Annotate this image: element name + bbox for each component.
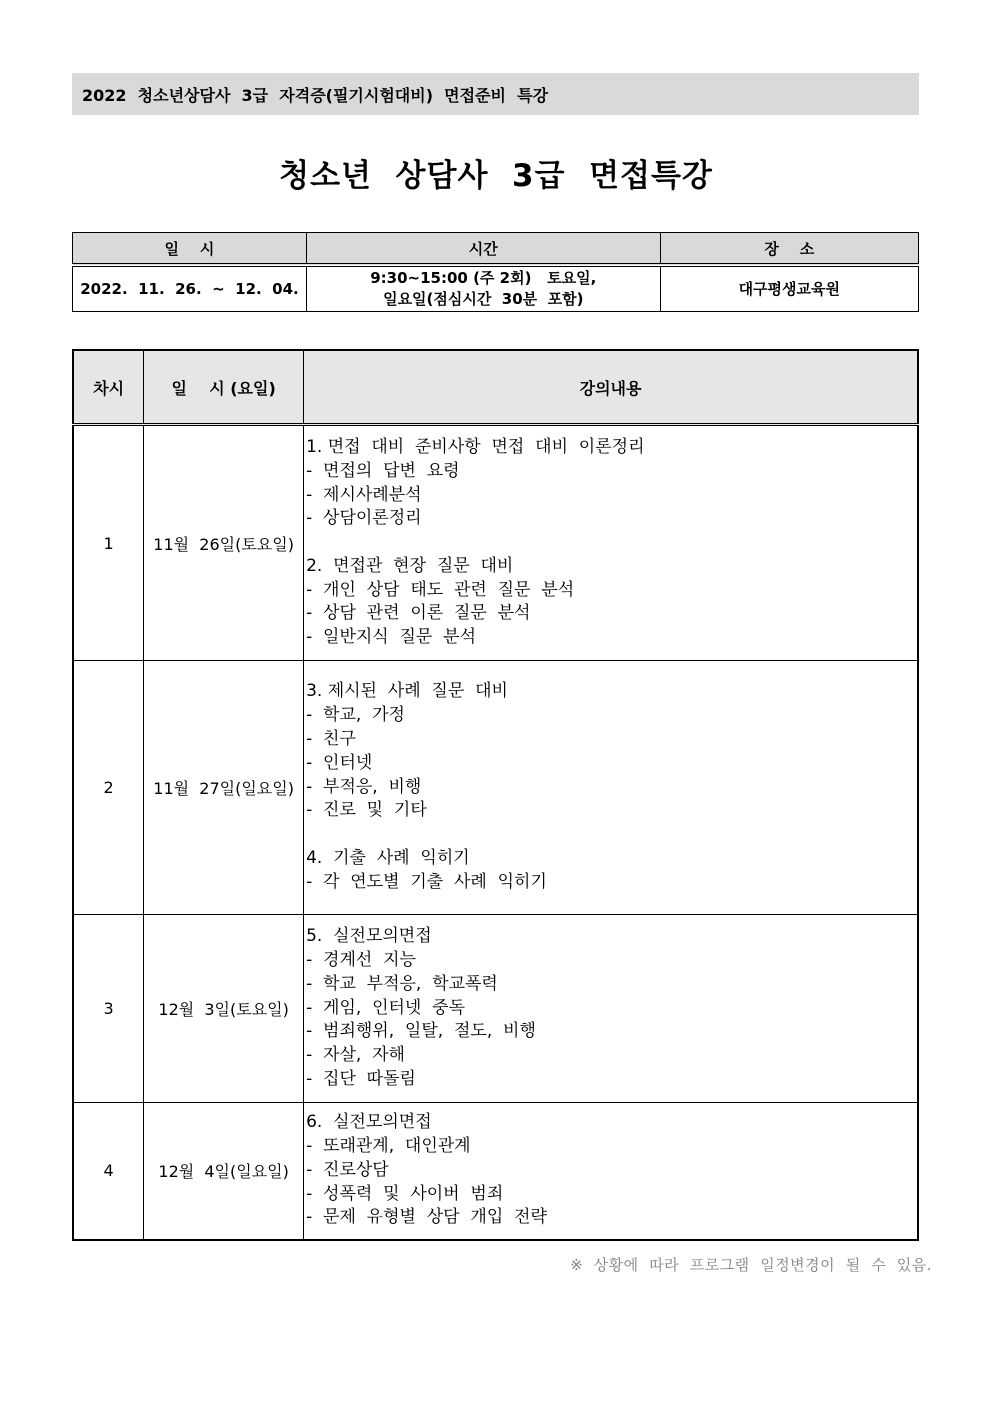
content-line: - 개인 상담 태도 관련 질문 분석 bbox=[306, 579, 575, 600]
session-number: 4 bbox=[73, 1103, 144, 1240]
info-header-place: 장 소 bbox=[660, 233, 918, 266]
content-line: 1. 면접 대비 준비사항 면접 대비 이론정리 bbox=[306, 436, 645, 457]
schedule-change-note: ※ 상황에 따라 프로그램 일정변경이 될 수 있음. bbox=[570, 1256, 932, 1274]
content-line: - 문제 유형별 상담 개입 전략 bbox=[306, 1207, 547, 1228]
session-content bbox=[304, 661, 918, 915]
table-row bbox=[73, 661, 918, 915]
schedule-header-content: 강의내용 bbox=[304, 350, 918, 425]
content-line: 5. 실전모의면접 bbox=[306, 926, 432, 947]
session-number: 1 bbox=[73, 425, 144, 661]
session-date: 11월 26일(토요일) bbox=[144, 425, 304, 661]
content-spacer bbox=[306, 531, 917, 555]
content-line: - 진로상담 bbox=[306, 1159, 389, 1180]
session-number: 2 bbox=[73, 661, 144, 915]
info-header-date: 일 시 bbox=[73, 233, 307, 266]
content-line: - 친구 bbox=[306, 729, 356, 749]
session-number: 3 bbox=[73, 915, 144, 1103]
content-line: - 제시사례분석 bbox=[306, 484, 422, 505]
content-line: - 부적응, 비행 bbox=[306, 776, 422, 797]
info-time-cell bbox=[306, 265, 660, 312]
document-header-bar bbox=[72, 73, 919, 115]
content-line: 3. 제시된 사례 질문 대비 bbox=[306, 681, 508, 702]
session-date: 12월 3일(토요일) bbox=[144, 915, 304, 1103]
content-line: 6. 실전모의면접 bbox=[306, 1112, 432, 1133]
content-line: - 게임, 인터넷 중독 bbox=[306, 997, 465, 1018]
table-row bbox=[73, 425, 918, 661]
content-line: - 면접의 답변 요령 bbox=[306, 460, 460, 481]
content-line: - 성폭력 및 사이버 범죄 bbox=[306, 1183, 504, 1204]
session-date: 11월 27일(일요일) bbox=[144, 661, 304, 915]
info-time-line1: 9:30~15:00 (주 2회) 토요일, bbox=[370, 269, 597, 287]
content-line: - 경계선 지능 bbox=[306, 950, 416, 970]
content-line: - 각 연도별 기출 사례 익히기 bbox=[306, 871, 547, 892]
info-time-line2: 일요일(점심시간 30분 포함) bbox=[383, 290, 584, 308]
header-text: 2022 청소년상담사 3급 자격증(필기시험대비) 면접준비 특강 bbox=[82, 85, 549, 105]
schedule-header-date: 일 시 (요일) bbox=[144, 350, 304, 425]
info-place-cell: 대구평생교육원 bbox=[660, 265, 918, 312]
content-line: - 또래관계, 대인관계 bbox=[306, 1136, 471, 1157]
session-content bbox=[304, 425, 918, 661]
content-line: - 학교, 가정 bbox=[306, 705, 405, 726]
content-spacer bbox=[306, 823, 917, 847]
content-line: 4. 기출 사례 익히기 bbox=[306, 847, 470, 868]
schedule-table bbox=[72, 349, 919, 1241]
content-line: - 상담이론정리 bbox=[306, 508, 422, 529]
content-line: - 학교 부적응, 학교폭력 bbox=[306, 973, 498, 994]
content-line: 2. 면접관 현장 질문 대비 bbox=[306, 555, 514, 576]
content-line: - 진로 및 기타 bbox=[306, 800, 427, 821]
content-line: - 일반지식 질문 분석 bbox=[306, 627, 477, 648]
info-header-time: 시간 bbox=[306, 233, 660, 266]
session-content bbox=[304, 1103, 918, 1240]
page-title: 청소년 상담사 3급 면접특강 bbox=[279, 158, 713, 194]
content-line: - 자살, 자해 bbox=[306, 1045, 405, 1066]
session-date: 12월 4일(일요일) bbox=[144, 1103, 304, 1240]
content-line: - 인터넷 bbox=[306, 752, 373, 773]
table-row bbox=[73, 1103, 918, 1240]
table-row bbox=[73, 915, 918, 1103]
content-line: - 범죄행위, 일탈, 절도, 비행 bbox=[306, 1021, 536, 1042]
info-table bbox=[72, 232, 919, 312]
session-content bbox=[304, 915, 918, 1103]
content-line: - 상담 관련 이론 질문 분석 bbox=[306, 603, 531, 624]
schedule-header-session: 차시 bbox=[73, 350, 144, 425]
info-date-cell: 2022. 11. 26. ~ 12. 04. bbox=[73, 265, 307, 312]
content-line: - 집단 따돌림 bbox=[306, 1068, 416, 1089]
